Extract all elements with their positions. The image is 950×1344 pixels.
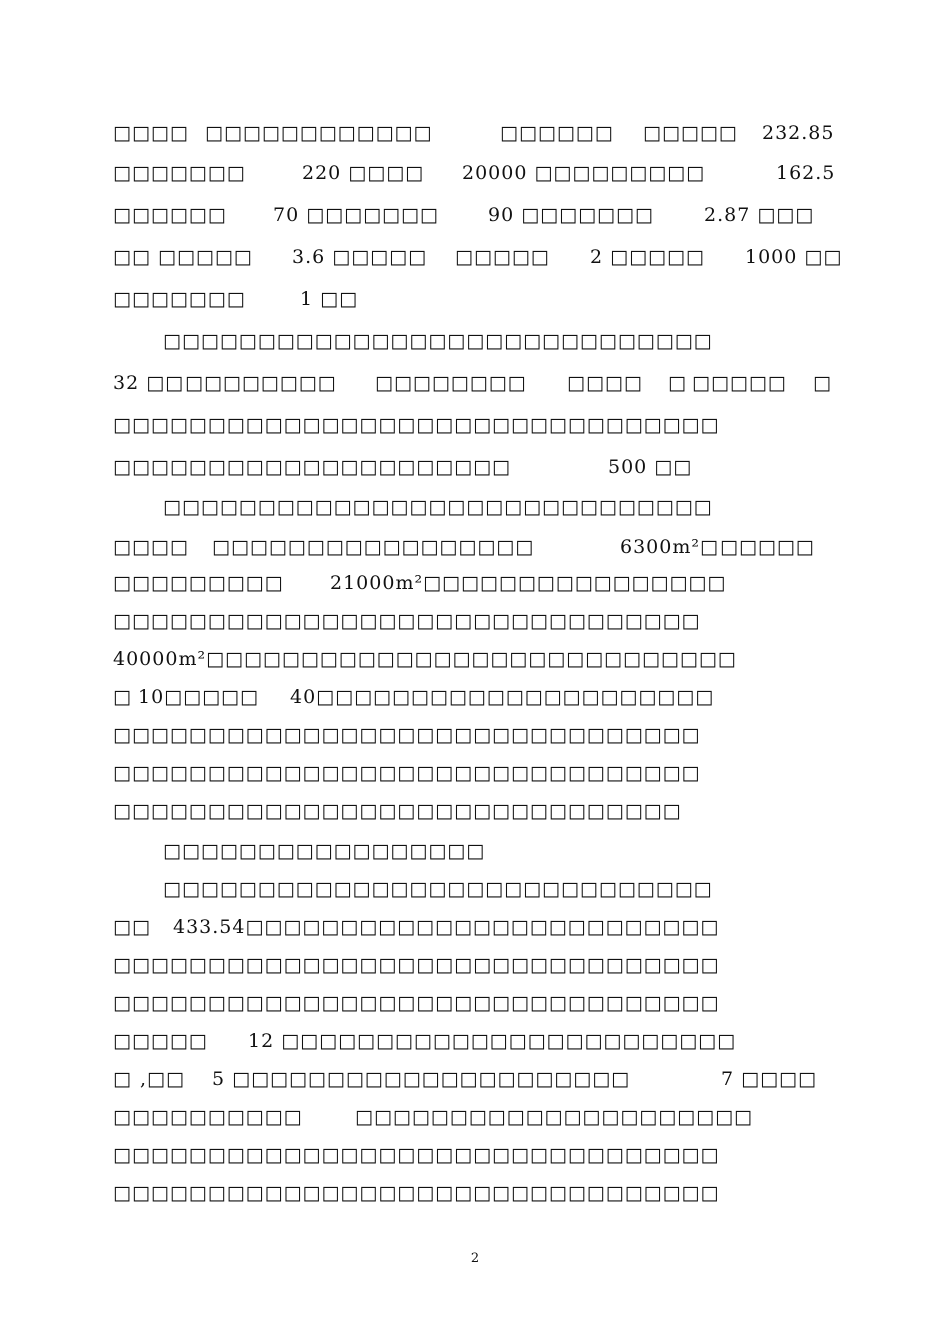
text-segment: 70 □□□□□□□ (273, 204, 439, 226)
text-line (0, 410, 950, 440)
text-line (0, 988, 950, 1018)
text-segment: 1 □□ (300, 288, 359, 310)
text-segment: □□□□□□□□□□□□□□□□□ (163, 840, 486, 862)
text-segment: 433.54□□□□□□□□□□□□□□□□□□□□□□□□□ (173, 916, 720, 938)
text-segment: 21000m²□□□□□□□□□□□□□□□□ (330, 572, 727, 594)
page-number: 2 (470, 1251, 480, 1266)
text-segment: □□□□□□□□□□□□□□□□□□□□□ (113, 456, 511, 478)
text-segment: □□□□□□□ (113, 162, 246, 184)
text-segment: □□□□□ (113, 1030, 208, 1052)
text-segment: 500 □□ (608, 456, 693, 478)
text-line (0, 532, 950, 562)
text-segment: □□□□□□□□□□□□□□□□□□□□□□□□□□□□□□□ (113, 610, 701, 632)
text-segment: 12 □□□□□□□□□□□□□□□□□□□□□□□□ (248, 1030, 737, 1052)
text-line (0, 368, 950, 398)
text-segment: 6300m²□ (620, 536, 719, 558)
text-line (0, 200, 950, 230)
text-segment: 1000 □□ (745, 246, 843, 268)
text-segment: 220 □□□□ (302, 162, 425, 184)
text-line (0, 1140, 950, 1170)
text-segment: □□□□□□□□□□ (113, 1106, 303, 1128)
text-line (0, 758, 950, 788)
text-segment: □□□□□□□□□□□□□□□□□□□□□□□□□□□□□□□□ (113, 954, 720, 976)
text-line (0, 118, 950, 148)
text-segment: □□□□□□□□□□□□□□□□□□□□□□□□□□□□□ (163, 878, 713, 900)
text-segment: □□□□□□□□□□□□□□□□□□□□□□□□□□□□□□□ (113, 724, 701, 746)
text-line (0, 720, 950, 750)
text-segment: 40000m²□□□□□□□□□□□□□□□□□□□□□□□□□□□□ (113, 648, 737, 670)
text-segment: □□ (113, 916, 151, 938)
text-segment: 32 □□ (113, 372, 185, 394)
text-segment: □□□□□□□□□□□□□□□□□□□□□□□□□□□□□ (163, 330, 713, 352)
text-segment: 40□□□□□□□□□□□□□□□□□□□□□ (290, 686, 715, 708)
text-line (0, 874, 950, 904)
text-segment: □ (668, 372, 687, 394)
text-line (0, 326, 950, 356)
text-segment: □□□□□ (692, 372, 787, 394)
text-segment: □□□□ (113, 122, 189, 144)
text-segment: □□□□□□□□□ (113, 572, 284, 594)
text-line (0, 644, 950, 674)
text-segment: □□□□□ (158, 246, 253, 268)
text-line (0, 1026, 950, 1056)
text-segment: 20000 □□□□□□□□□ (462, 162, 706, 184)
text-line (0, 606, 950, 636)
text-segment: □□□□□□□□□□□□□□□□□□□□□□□□□□□□□ (163, 496, 713, 518)
text-segment: □□□□□□□ (113, 288, 246, 310)
text-segment: □□□□□□□□□□□□□□□□□□□□□□□□□□□□□□□ (113, 762, 701, 784)
text-segment: 232.85 (762, 122, 835, 144)
text-segment: □ (113, 686, 132, 708)
text-segment: □ (113, 1068, 132, 1090)
text-line (0, 682, 950, 712)
text-line (0, 796, 950, 826)
text-segment: 162.5 (776, 162, 836, 184)
text-segment: □□□□□ (720, 536, 815, 558)
text-segment: □ (813, 372, 832, 394)
text-segment: □□□□□ (455, 246, 550, 268)
text-segment: □□□□ (567, 372, 643, 394)
text-line (0, 912, 950, 942)
text-segment: □□□□□□□□□□□□□□□□□□□□□□□□□□□□□□ (113, 800, 682, 822)
text-segment: □□□□□□ (113, 204, 227, 226)
text-line (0, 158, 950, 188)
text-line (0, 1102, 950, 1132)
text-line (0, 1064, 950, 1094)
text-segment: □□□□□□□□□□□□□□□□□□□□□ (355, 1106, 753, 1128)
text-line (0, 284, 950, 314)
text-segment: □□□□□ (643, 122, 738, 144)
text-segment: □□□□□□□□□□□□□□□□□□□□□□□□□□□□□□□□ (113, 414, 720, 436)
text-segment: □□□□□□□□□□□□□□□□□□□□□□□□□□□□□□□□ (113, 1182, 720, 1204)
text-segment: 3.6 □□□□□ (292, 246, 428, 268)
text-segment: 2 □□□□□ (590, 246, 705, 268)
text-segment: □□□□□□□□□□□□ (205, 122, 433, 144)
text-segment: ,□□ (140, 1068, 185, 1090)
text-segment: 2.87 □□□ (704, 204, 815, 226)
text-segment: □□□□□□□□ (375, 372, 527, 394)
text-line (0, 836, 950, 866)
text-line (0, 492, 950, 522)
text-segment: □□□□□□□□□□□□□□□□□□□□□□□□□□□□□□□□ (113, 1144, 720, 1166)
text-line (0, 1178, 950, 1208)
text-segment: □□□□ (113, 536, 189, 558)
text-line (0, 568, 950, 598)
text-segment: □□□□□□□□□□□□□□□□□ (212, 536, 535, 558)
text-segment: □□□□□□□□□□□□□□□□□□□□□□□□□□□□□□□□ (113, 992, 720, 1014)
text-segment: 5 □□□□□□□□□□□□□□□□□□□□□ (212, 1068, 631, 1090)
text-segment: □□□□□□□□ (185, 372, 337, 394)
text-segment: 7 □□□□ (721, 1068, 817, 1090)
text-segment: □□□□□□ (500, 122, 614, 144)
text-segment: □□ (113, 246, 151, 268)
text-line (0, 950, 950, 980)
text-line (0, 242, 950, 272)
text-segment: 10□□□□□ (138, 686, 259, 708)
text-line (0, 452, 950, 482)
text-segment: 90 □□□□□□□ (488, 204, 654, 226)
